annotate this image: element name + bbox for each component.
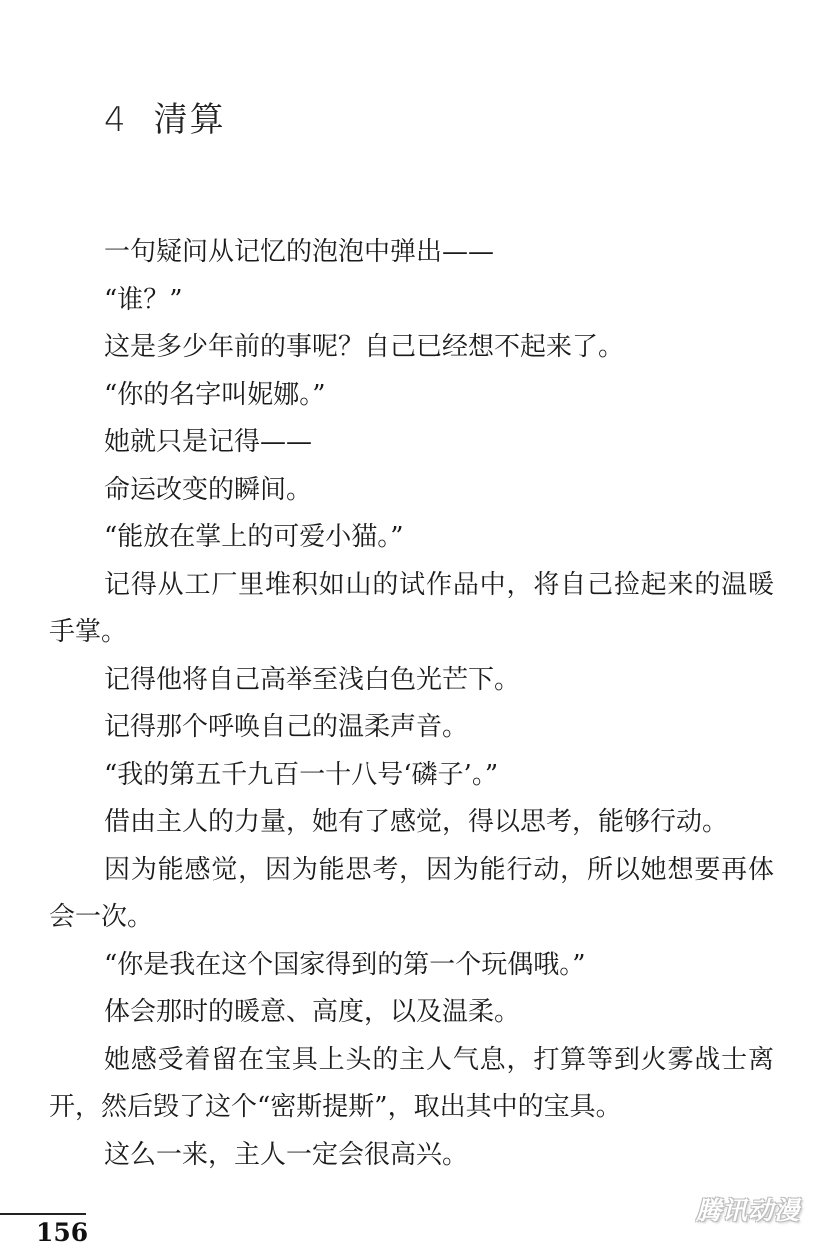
paragraph: 记得那个呼唤自己的温柔声音。 — [104, 712, 469, 742]
paragraph: “谁？” — [104, 284, 183, 315]
body-text — [49, 229, 774, 1179]
paragraph: “你的名字叫妮娜。” — [104, 379, 326, 410]
paragraph: 体会那时的暖意、高度，以及温柔。 — [104, 997, 521, 1027]
page-number: 156 — [36, 1218, 89, 1247]
paragraph: 这是多少年前的事呢？自己已经想不起来了。 — [104, 332, 625, 362]
paragraph: 记得从工厂里堆积如山的试作品中，将自己捡起来的温暖手掌。 — [49, 569, 774, 647]
page-number-rule — [0, 1213, 86, 1215]
paragraph: 她感受着留在宝具上头的主人气息，打算等到火雾战士离开，然后毁了这个“密斯提斯”，取出其中的宝具。 — [49, 1044, 774, 1122]
paragraph: 记得他将自己高举至浅白色光芒下。 — [104, 664, 521, 695]
paragraph: 她就只是记得—— — [104, 427, 313, 457]
paragraph: “能放在掌上的可爱小猫。” — [104, 522, 404, 552]
paragraph: 命运改变的瞬间。 — [104, 474, 313, 505]
paragraph: 因为能感觉，因为能思考，因为能行动，所以她想要再体会一次。 — [49, 854, 774, 932]
paragraph: 借由主人的力量，她有了感觉，得以思考，能够行动。 — [104, 807, 729, 837]
paragraph: “我的第五千九百一十八号‘磷子’。” — [104, 759, 499, 790]
watermark-logo: 腾讯动漫 — [695, 1196, 800, 1225]
paragraph: 这么一来，主人一定会很高兴。 — [104, 1139, 469, 1170]
chapter-title — [104, 92, 226, 141]
chapter-name: 清算 — [153, 100, 226, 140]
paragraph: 一句疑问从记忆的泡泡中弹出—— — [104, 237, 495, 267]
chapter-number: 4 — [104, 100, 128, 140]
paragraph: “你是我在这个国家得到的第一个玩偶哦。” — [104, 949, 586, 980]
